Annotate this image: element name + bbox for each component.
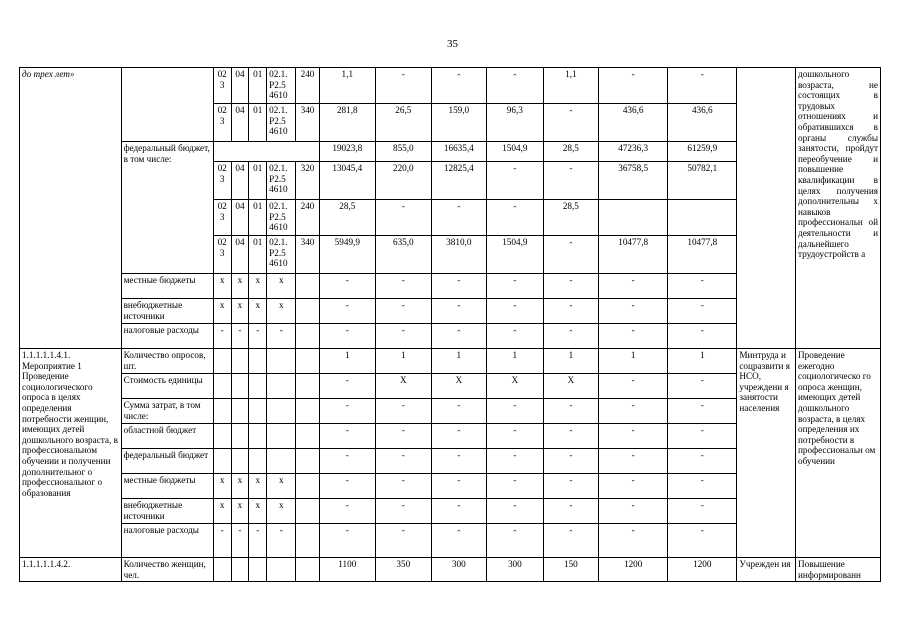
code-cell: х [249, 299, 267, 324]
value-cell: - [543, 524, 599, 558]
value-cell: Х [543, 374, 599, 399]
value-cell: - [668, 374, 737, 399]
table-row [20, 68, 881, 104]
value-cell: - [543, 104, 599, 142]
source-label: внебюджетные источники [121, 299, 213, 324]
source-label: федеральный бюджет, в том числе: [121, 142, 213, 274]
value-cell: 19023,8 [319, 142, 376, 162]
value-cell: - [319, 299, 376, 324]
code-gr: 023 [213, 162, 231, 200]
code-cell [296, 399, 319, 424]
value-cell: 1 [319, 349, 376, 374]
code-cell: - [249, 524, 267, 558]
value-cell: 1 [599, 349, 668, 374]
value-cell: 1 [431, 349, 487, 374]
code-cell [249, 374, 267, 399]
value-cell: - [599, 299, 668, 324]
value-cell: - [319, 449, 376, 474]
value-cell: - [376, 68, 432, 104]
indicator-label: внебюджетные источники [121, 499, 213, 524]
value-cell: - [543, 474, 599, 499]
code-rz: 04 [231, 236, 249, 274]
value-cell: - [376, 274, 432, 299]
value-cell: - [319, 374, 376, 399]
code-csr: 02.1. Р2.5 4610 [267, 236, 296, 274]
value-cell: - [668, 474, 737, 499]
value-cell: - [319, 474, 376, 499]
code-gr: 023 [213, 104, 231, 142]
value-cell: Х [487, 374, 544, 399]
code-pr: 01 [249, 104, 267, 142]
value-cell: 436,6 [668, 104, 737, 142]
value-cell: 1100 [319, 558, 376, 582]
value-cell: - [376, 474, 432, 499]
code-pr: 01 [249, 162, 267, 200]
code-cell [213, 424, 231, 449]
value-cell: - [431, 424, 487, 449]
value-cell: - [319, 499, 376, 524]
code-cell: - [231, 524, 249, 558]
value-cell: - [599, 499, 668, 524]
indicator-label: Количество опросов, шт. [121, 349, 213, 374]
value-cell: 13045,4 [319, 162, 376, 200]
code-csr: 02.1. Р2.5 4610 [267, 68, 296, 104]
code-cell: - [267, 324, 296, 349]
value-cell: 159,0 [431, 104, 487, 142]
value-cell: - [543, 449, 599, 474]
value-cell: - [668, 399, 737, 424]
value-cell: - [543, 424, 599, 449]
value-cell: 12825,4 [431, 162, 487, 200]
code-pr: 01 [249, 236, 267, 274]
value-cell: - [431, 399, 487, 424]
code-cell: х [213, 499, 231, 524]
indicator-label: Количество женщин, чел. [121, 558, 213, 582]
code-pr: 01 [249, 200, 267, 236]
indicator-label: федеральный бюджет [121, 449, 213, 474]
value-cell: - [543, 299, 599, 324]
code-cell [267, 349, 296, 374]
source-label: местные бюджеты [121, 274, 213, 299]
code-cell [249, 558, 267, 582]
value-cell: - [431, 68, 487, 104]
value-cell: - [487, 324, 544, 349]
value-cell: 350 [376, 558, 432, 582]
measure-title: до трех лет» [20, 68, 122, 349]
code-cell: х [213, 474, 231, 499]
code-cell [267, 399, 296, 424]
value-cell: 300 [431, 558, 487, 582]
value-cell: - [431, 449, 487, 474]
measure-title: 1.1.1.1.1.4.2. [20, 558, 122, 582]
code-rz: 04 [231, 104, 249, 142]
value-cell: 26,5 [376, 104, 432, 142]
value-cell: - [487, 399, 544, 424]
code-cell [296, 374, 319, 399]
code-vr: 240 [296, 68, 319, 104]
indicator-label: областной бюджет [121, 424, 213, 449]
code-gr: 023 [213, 236, 231, 274]
value-cell: 1200 [668, 558, 737, 582]
code-cell [296, 349, 319, 374]
value-cell: - [487, 68, 544, 104]
value-cell: - [668, 449, 737, 474]
value-cell: - [543, 499, 599, 524]
value-cell: - [376, 499, 432, 524]
value-cell: - [487, 274, 544, 299]
code-cell [213, 349, 231, 374]
code-cell [296, 558, 319, 582]
value-cell: - [543, 236, 599, 274]
code-cell [296, 449, 319, 474]
code-cell: х [231, 474, 249, 499]
source-cell [121, 68, 213, 142]
code-cell [296, 499, 319, 524]
value-cell: - [599, 449, 668, 474]
value-cell: - [319, 399, 376, 424]
value-cell: - [319, 274, 376, 299]
code-cell [267, 558, 296, 582]
value-cell [599, 200, 668, 236]
value-cell: 47236,3 [599, 142, 668, 162]
value-cell: - [376, 449, 432, 474]
indicator-label: Сумма затрат, в том числе: [121, 399, 213, 424]
value-cell: - [431, 499, 487, 524]
indicator-label: налоговые расходы [121, 524, 213, 558]
value-cell: - [487, 299, 544, 324]
code-pr: 01 [249, 68, 267, 104]
value-cell: 635,0 [376, 236, 432, 274]
value-cell: 1 [668, 349, 737, 374]
value-cell: 96,3 [487, 104, 544, 142]
indicator-label: местные бюджеты [121, 474, 213, 499]
value-cell: - [376, 299, 432, 324]
value-cell: 220,0 [376, 162, 432, 200]
code-cell [249, 349, 267, 374]
value-cell: - [376, 524, 432, 558]
code-cell: х [231, 274, 249, 299]
value-cell: - [599, 324, 668, 349]
code-csr: 02.1. Р2.5 4610 [267, 162, 296, 200]
code-cell [249, 424, 267, 449]
value-cell: - [599, 424, 668, 449]
value-cell: - [599, 524, 668, 558]
value-cell: 1 [487, 349, 544, 374]
value-cell: - [543, 399, 599, 424]
code-cell [231, 349, 249, 374]
code-cell [213, 399, 231, 424]
value-cell: - [668, 499, 737, 524]
code-csr: 02.1. Р2.5 4610 [267, 104, 296, 142]
table-row [20, 558, 881, 582]
code-cell [231, 424, 249, 449]
code-cell: - [249, 324, 267, 349]
code-cell [213, 449, 231, 474]
value-cell: - [487, 474, 544, 499]
code-csr: 02.1. Р2.5 4610 [267, 200, 296, 236]
value-cell: 28,5 [543, 142, 599, 162]
code-span [213, 142, 319, 162]
code-cell: х [213, 274, 231, 299]
measure-title: 1.1.1.1.1.4.1. Мероприятие 1 Проведение социологического опроса в целях определения потребности женщин, имеющих детей дошкольного возраста, в профессиональном обучении и получении дополнительног о профессиональног о образования [20, 349, 122, 558]
value-cell: 281,8 [319, 104, 376, 142]
value-cell: - [668, 68, 737, 104]
page-number: 35 [447, 38, 458, 50]
code-cell: - [267, 524, 296, 558]
code-cell [296, 424, 319, 449]
value-cell: 1504,9 [487, 236, 544, 274]
code-rz: 04 [231, 68, 249, 104]
value-cell: - [431, 474, 487, 499]
result-description: Повышение информированн [796, 558, 881, 582]
code-cell [231, 374, 249, 399]
executor-cell [737, 68, 796, 349]
value-cell: 1200 [599, 558, 668, 582]
code-cell: х [267, 499, 296, 524]
value-cell: 150 [543, 558, 599, 582]
value-cell: Х [431, 374, 487, 399]
code-cell [213, 558, 231, 582]
value-cell: - [487, 449, 544, 474]
value-cell: - [668, 324, 737, 349]
code-vr: 240 [296, 200, 319, 236]
indicator-label: Стоимость единицы [121, 374, 213, 399]
result-description: дошкольного возраста, не состоящих в трудовых отношениях и обратившихся в органы службы занятости, пройдут переобучение и повышение квалификации в целях получения дополнительны х навыков профессиональн ой деятельности и дальнейшего трудоустройств а [796, 68, 881, 349]
value-cell: - [599, 474, 668, 499]
value-cell: - [431, 299, 487, 324]
value-cell: - [376, 424, 432, 449]
value-cell: 855,0 [376, 142, 432, 162]
value-cell: - [668, 524, 737, 558]
value-cell: 436,6 [599, 104, 668, 142]
value-cell: - [668, 274, 737, 299]
code-cell [249, 399, 267, 424]
code-rz: 04 [231, 200, 249, 236]
source-label: налоговые расходы [121, 324, 213, 349]
value-cell: 1,1 [543, 68, 599, 104]
value-cell: 61259,9 [668, 142, 737, 162]
code-cell [231, 558, 249, 582]
code-cell [267, 449, 296, 474]
value-cell: - [599, 399, 668, 424]
value-cell: - [487, 200, 544, 236]
value-cell: - [543, 162, 599, 200]
value-cell: 5949,9 [319, 236, 376, 274]
value-cell: - [543, 274, 599, 299]
value-cell: - [319, 524, 376, 558]
code-cell: х [267, 299, 296, 324]
code-cell [296, 299, 319, 324]
code-cell [296, 524, 319, 558]
value-cell: Х [376, 374, 432, 399]
value-cell: 28,5 [319, 200, 376, 236]
code-cell [249, 449, 267, 474]
code-gr: 023 [213, 200, 231, 236]
result-description: Проведение ежегодно социологическо го опроса женщин, имеющих детей дошкольного возраста, в целях определения их потребности в профессиональн ом обучении [796, 349, 881, 558]
code-cell [231, 399, 249, 424]
code-cell: - [213, 524, 231, 558]
code-cell: х [249, 274, 267, 299]
value-cell: - [376, 399, 432, 424]
value-cell: 1 [376, 349, 432, 374]
value-cell: - [319, 424, 376, 449]
code-cell [296, 474, 319, 499]
value-cell: - [319, 324, 376, 349]
value-cell: - [599, 374, 668, 399]
executor-cell: Минтруда и соцразвити я НСО, учреждени я занятости населения [737, 349, 796, 558]
code-cell: х [213, 299, 231, 324]
value-cell: - [487, 424, 544, 449]
value-cell: - [376, 200, 432, 236]
value-cell: - [431, 274, 487, 299]
value-cell: - [487, 524, 544, 558]
value-cell: - [543, 324, 599, 349]
code-vr: 340 [296, 236, 319, 274]
code-cell [296, 324, 319, 349]
value-cell: 36758,5 [599, 162, 668, 200]
code-gr: 023 [213, 68, 231, 104]
value-cell: 1504,9 [487, 142, 544, 162]
value-cell: - [487, 499, 544, 524]
program-table [19, 67, 881, 582]
value-cell: - [431, 524, 487, 558]
code-cell [267, 374, 296, 399]
value-cell: 10477,8 [599, 236, 668, 274]
value-cell: - [431, 324, 487, 349]
code-cell: - [213, 324, 231, 349]
code-cell: х [231, 299, 249, 324]
value-cell: - [376, 324, 432, 349]
code-vr: 320 [296, 162, 319, 200]
code-rz: 04 [231, 162, 249, 200]
code-cell: х [267, 274, 296, 299]
executor-cell: Учрежден ия [737, 558, 796, 582]
value-cell: - [668, 424, 737, 449]
code-cell: х [267, 474, 296, 499]
value-cell: 50782,1 [668, 162, 737, 200]
value-cell: - [431, 200, 487, 236]
value-cell [668, 200, 737, 236]
value-cell: - [599, 68, 668, 104]
code-cell: х [249, 474, 267, 499]
value-cell: 16635,4 [431, 142, 487, 162]
code-cell [231, 449, 249, 474]
code-cell [267, 424, 296, 449]
value-cell: 3810,0 [431, 236, 487, 274]
code-cell: - [231, 324, 249, 349]
value-cell: - [487, 162, 544, 200]
table-row [20, 349, 881, 374]
code-cell: х [249, 499, 267, 524]
value-cell: 1 [543, 349, 599, 374]
code-cell [213, 374, 231, 399]
code-vr: 340 [296, 104, 319, 142]
code-cell [296, 274, 319, 299]
code-cell: х [231, 499, 249, 524]
value-cell: - [599, 274, 668, 299]
value-cell: 10477,8 [668, 236, 737, 274]
value-cell: 28,5 [543, 200, 599, 236]
value-cell: 300 [487, 558, 544, 582]
value-cell: - [668, 299, 737, 324]
value-cell: 1,1 [319, 68, 376, 104]
